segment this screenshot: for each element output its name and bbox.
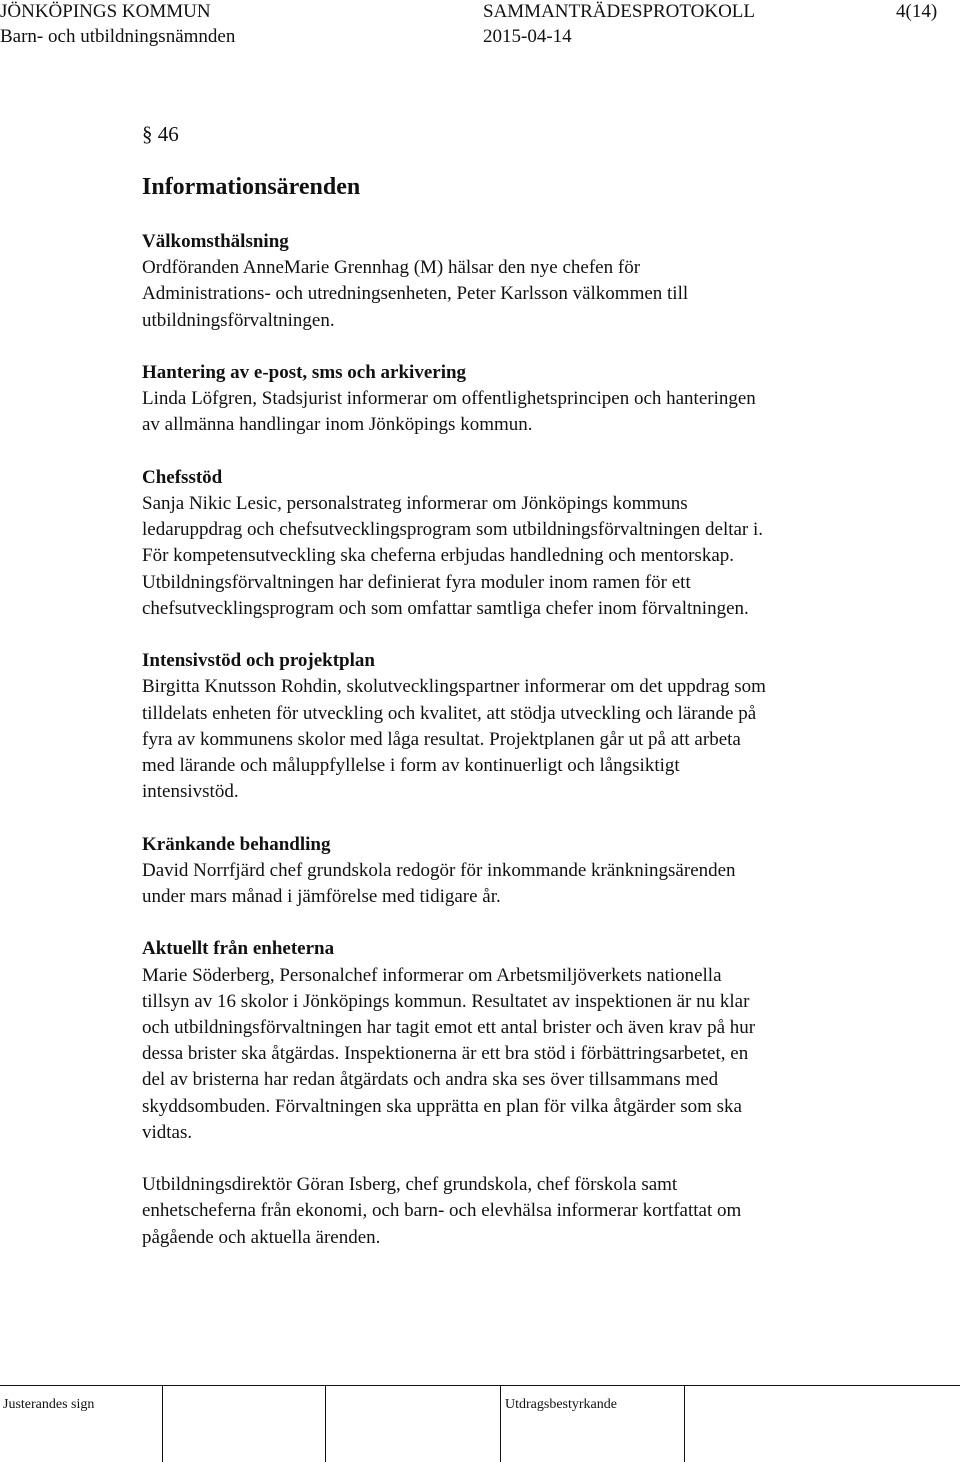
page-number: 4(14): [896, 1, 938, 22]
section-heading: Aktuellt från enheterna: [142, 938, 335, 960]
section-krankande-behandling: [142, 832, 922, 911]
section-body: Ordföranden AnneMarie Grennhag (M) hälsar den nye chefen för Administrations- och utredningsenheten, Peter Karlsson välkommen till utbildningsförvaltningen.: [142, 257, 689, 331]
minutes-content: [142, 229, 922, 1277]
footer-divider: [0, 1385, 960, 1386]
section-body: Linda Löfgren, Stadsjurist informerar om offentlighetsprincipen och hanteringen av allmänna handlingar inom Jönköpings kommun.: [142, 388, 756, 436]
adjuster-signature-label: Justerandes sign: [3, 1397, 95, 1412]
organization-name: JÖNKÖPINGS KOMMUN: [0, 1, 211, 22]
signature-footer: [0, 1385, 960, 1462]
signature-box-divider: [684, 1385, 685, 1462]
section-heading: Kränkande behandling: [142, 833, 331, 855]
section-heading: Chefsstöd: [142, 466, 223, 488]
meeting-date: 2015-04-14: [483, 26, 572, 47]
extract-certification-label: Utdragsbestyrkande: [505, 1397, 617, 1412]
section-heading: Välkomsthälsning: [142, 231, 289, 252]
committee-name: Barn- och utbildningsnämnden: [0, 26, 236, 47]
signature-box-divider: [500, 1385, 501, 1462]
section-heading: Hantering av e-post, sms och arkivering: [142, 362, 467, 383]
section-aktuellt-fran-enheterna: [142, 936, 922, 1146]
section-body: Birgitta Knutsson Rohdin, skolutvecklingspartner informerar om det uppdrag som tilldelats enheten för utveckling och kvalitet, att stödja utveckling och lärande på fyra av kommunens skolor med låga resultat. Projektplanen går ut på att arbeta med lärande och måluppfyllelse i form av kontinuerligt och långsiktigt intensivstöd.: [142, 676, 766, 803]
signature-box-divider: [325, 1385, 326, 1462]
section-body: Sanja Nikic Lesic, personalstrateg informerar om Jönköpings kommuns ledaruppdrag och chefsutvecklingsprogram som utbildningsförvaltningen deltar i. För kompetensutveckling ska cheferna erbjudas handledning och mentorskap. Utbildningsförvaltningen har definierat fyra moduler inom ramen för ett chefsutvecklingsprogram och som omfattar samtliga chefer inom förvaltningen.: [142, 493, 764, 619]
document-type: SAMMANTRÄDESPROTOKOLL: [483, 1, 756, 22]
section-body: Utbildningsdirektör Göran Isberg, chef grundskola, chef förskola samt enhetscheferna från ekonomi, och barn- och elevhälsa informerar kortfattat om pågående och aktuella ärenden.: [142, 1174, 742, 1248]
section-valkomsthalsning: [142, 229, 922, 334]
section-hantering-e-post: [142, 360, 922, 439]
page-title: Informationsärenden: [142, 174, 361, 200]
signature-box-divider: [162, 1385, 163, 1462]
section-heading: Intensivstöd och projektplan: [142, 650, 375, 672]
section-intensivstod: [142, 648, 922, 805]
section-body: David Norrfjärd chef grundskola redogör för inkommande kränkningsärenden under mars månad i jämförelse med tidigare år.: [142, 859, 736, 908]
paragraph-number: § 46: [142, 122, 179, 146]
section-director-info: [142, 1172, 922, 1251]
section-chefsstod: [142, 465, 922, 622]
section-body: Marie Söderberg, Personalchef informerar om Arbetsmiljöverkets nationella tillsyn av 16 skolor i Jönköpings kommun. Resultatet av inspektionen är nu klar och utbildningsförvaltningen har tagit emot ett antal brister och även krav på hur dessa brister ska åtgärdas. Inspektionerna är ett bra stöd i förbättringsarbetet, en del av bristerna har redan åtgärdats och andra ska ses över tillsammans med skyddsombuden. Förvaltningen ska upprätta en plan för vilka åtgärder som ska vidtas.: [142, 964, 756, 1143]
